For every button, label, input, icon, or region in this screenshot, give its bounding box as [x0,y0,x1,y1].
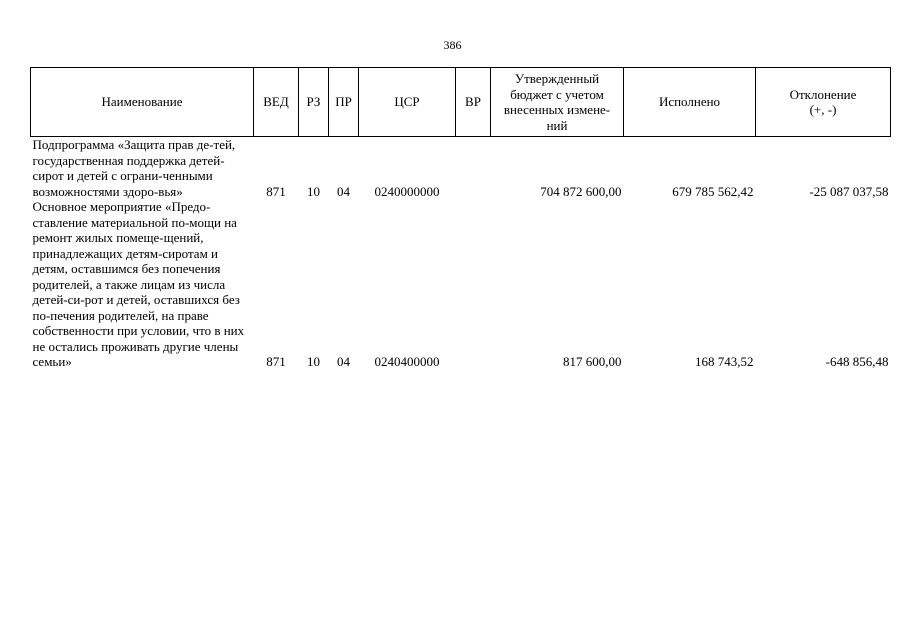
row-rz: 10 [307,354,320,369]
header-csr: ЦСР [359,68,456,137]
header-ved: ВЕД [254,68,299,137]
row-deviation: -648 856,48 [825,354,889,369]
row-csr: 0240400000 [374,354,440,369]
table-row [31,137,891,200]
row-name: Основное мероприятие «Предо-ставление материальной по-мощи на ремонт жилых помеще-щений, принадлежащих детям-сиротам и детям, оставшимся без попечения родителей, а также лицам из числа детей-си-рот и детей, оставшихся без по-печения родителей, на праве собственности при условии, что в них не остались проживать другие члены семьи» [32,199,245,369]
row-executed: 679 785 562,42 [672,183,754,199]
header-approved-budget-text: Утвержденный бюджет с учетом внесенных измене-ний [503,71,611,133]
header-vr: ВР [456,68,491,137]
row-pr: 04 [337,183,350,199]
row-ved: 871 [266,183,286,199]
table-row [31,199,891,370]
row-vr [456,199,491,370]
header-name: Наименование [31,68,254,137]
header-deviation-line1: Отклонение [789,86,857,102]
row-deviation: -25 087 037,58 [809,183,889,199]
header-rz: РЗ [299,68,329,137]
table-body [31,137,891,370]
row-name: Подпрограмма «Защита прав де-тей, государственная поддержка детей-сирот и детей с ограни-ченными возможностями здоро-вья» [32,137,236,199]
row-ved: 871 [266,354,286,369]
header-approved-budget [491,68,624,137]
header-pr: ПР [329,68,359,137]
row-executed: 168 743,52 [695,354,754,369]
row-csr: 0240000000 [374,183,440,199]
row-vr [456,137,491,200]
row-approved: 817 600,00 [563,354,622,369]
row-pr: 04 [337,354,350,369]
header-deviation [756,68,891,137]
budget-execution-table [30,67,891,370]
row-rz: 10 [307,183,320,199]
header-executed: Исполнено [624,68,756,137]
row-approved: 704 872 600,00 [540,183,622,199]
page-number: 386 [443,38,462,52]
table-header [31,68,891,137]
header-deviation-line2: (+, -) [809,102,837,117]
